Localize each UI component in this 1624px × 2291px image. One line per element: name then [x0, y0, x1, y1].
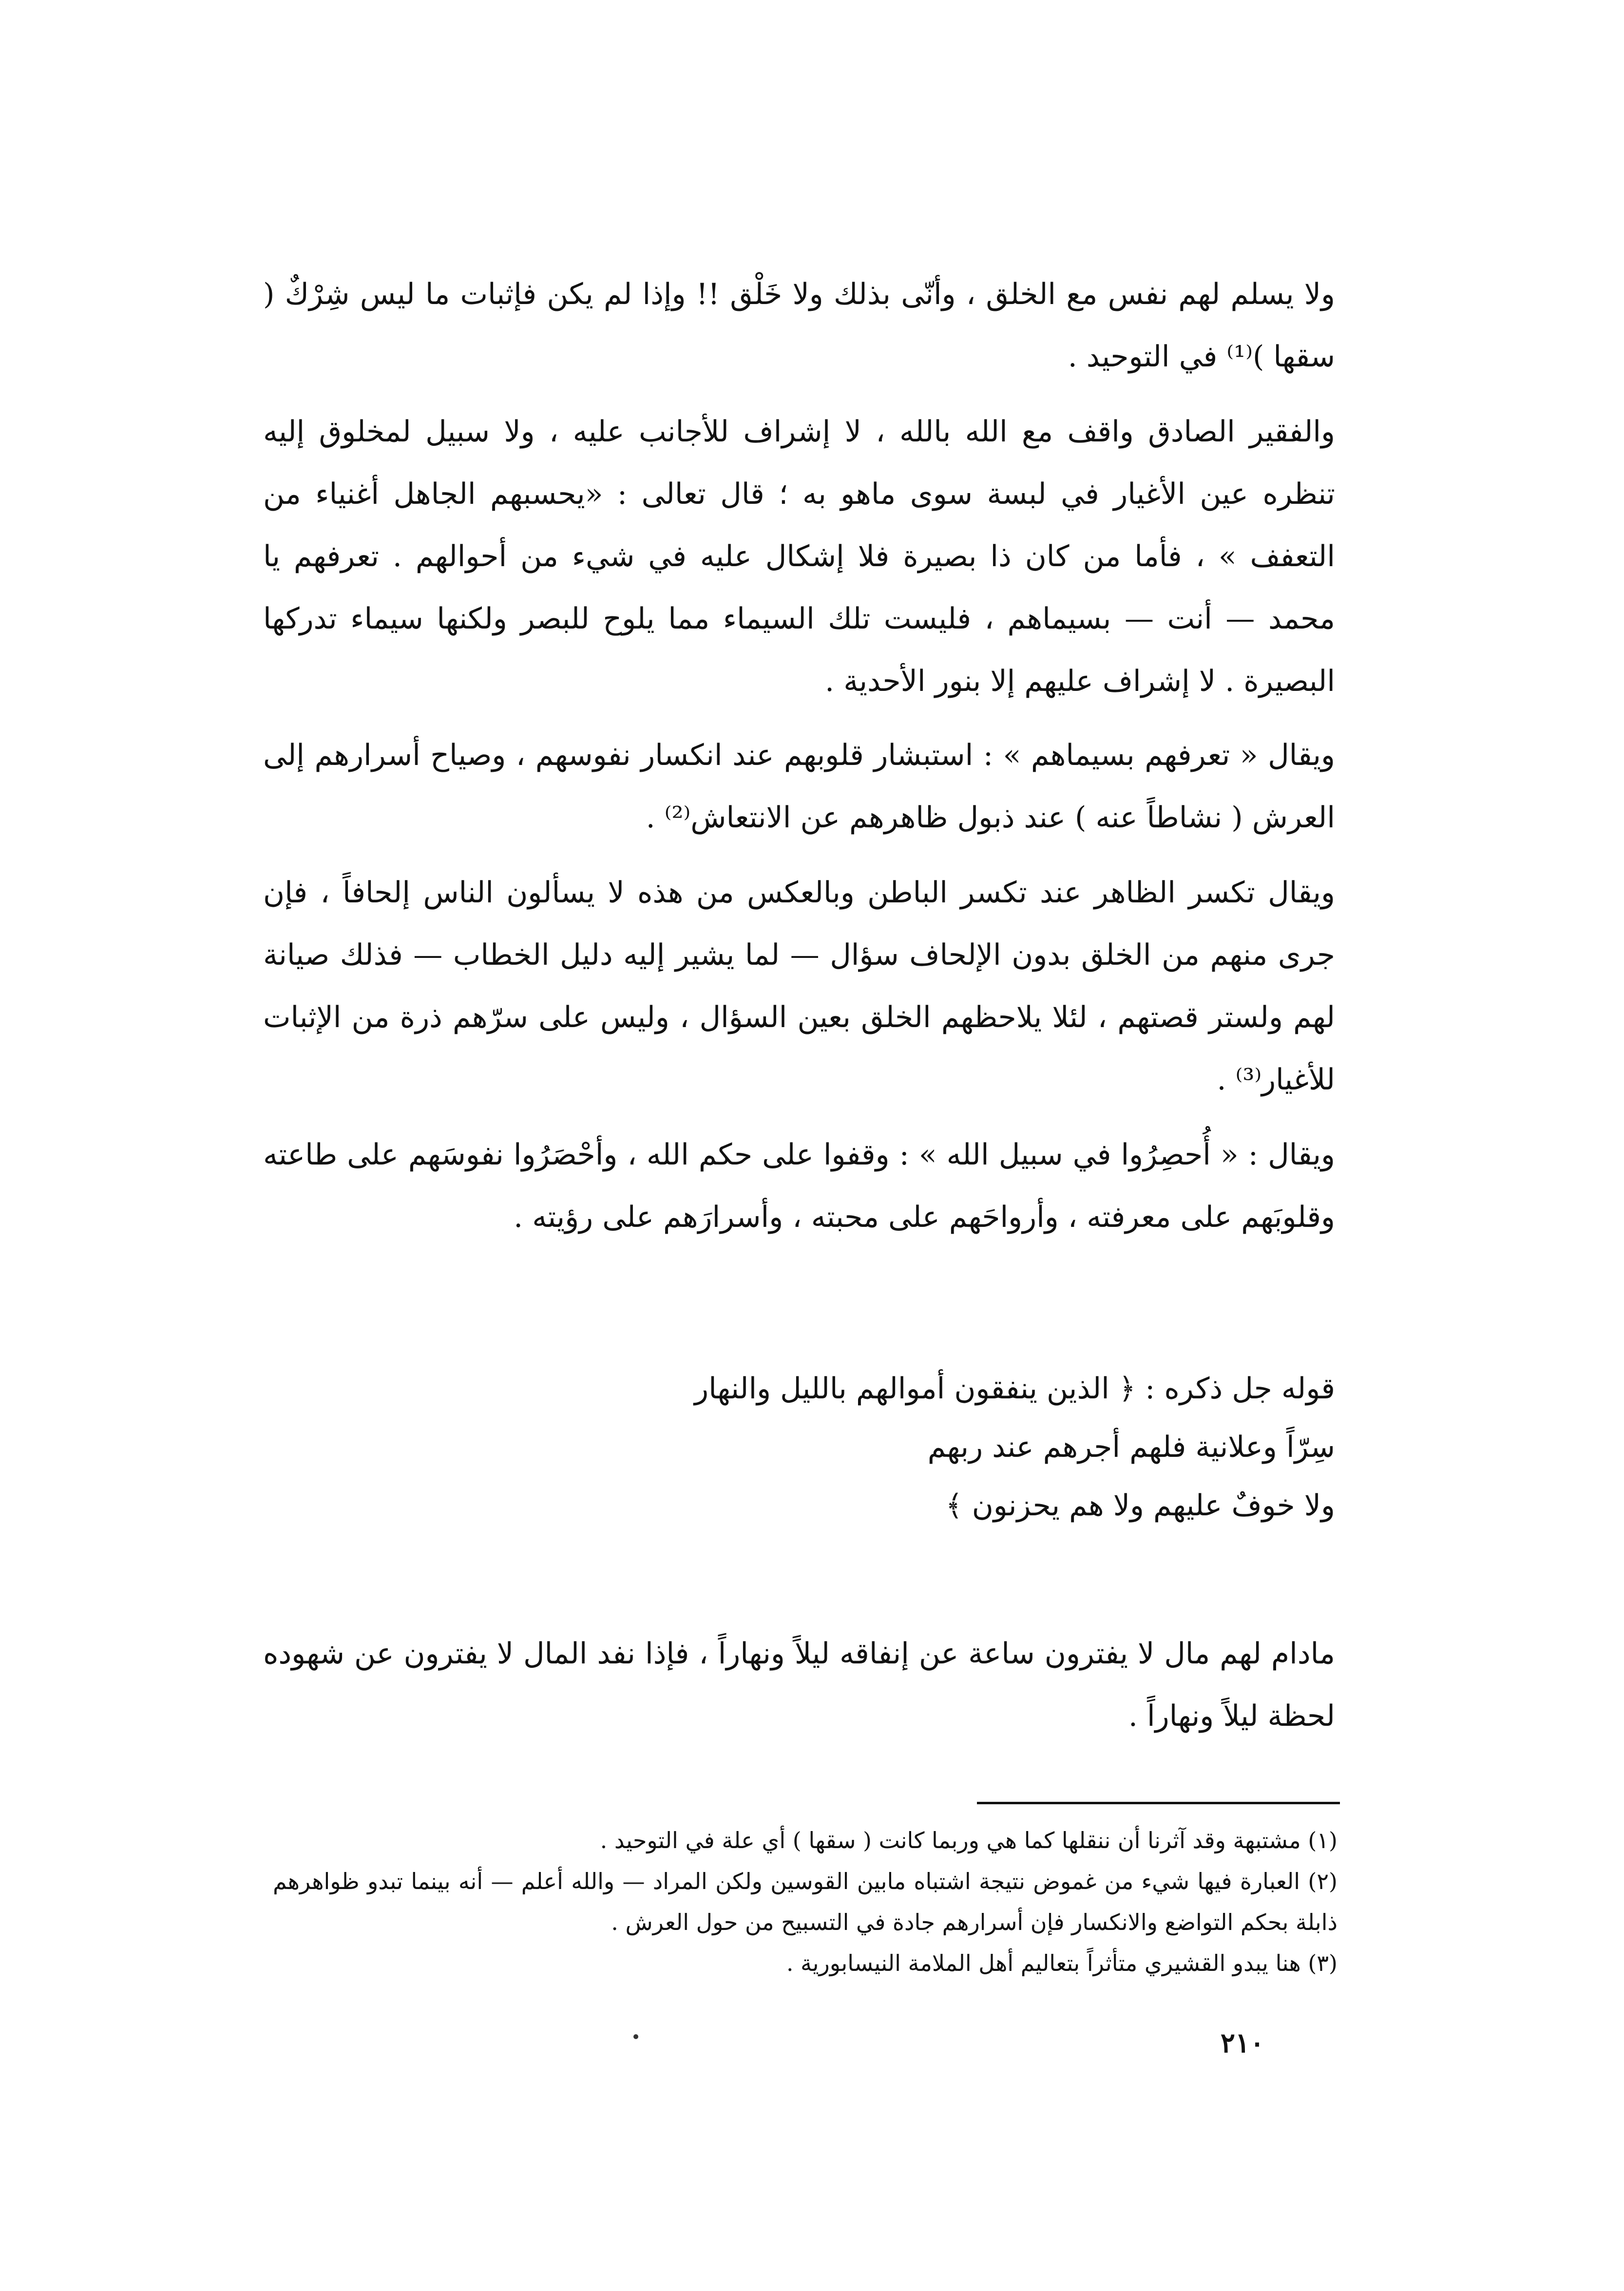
quran-verse	[536, 1359, 1335, 1535]
paragraph-3: ويقال « تعرفهم بسيماهم » : استبشار قلوبهم عند انكسار نفوسهم ، وصياح أسرارهم إلى العرش ( نشاطاً عنه ) عند ذبول ظاهرهم عن الانتعاش⁽²⁾ .	[263, 738, 1335, 835]
paragraph-1: ولا يسلم لهم نفس مع الخلق ، وأنّى بذلك ولا خَلْق !! وإذا لم يكن فإثبات ما ليس شِرْكٌ ( سقها )⁽¹⁾ في التوحيد .	[263, 277, 1335, 374]
stray-ink-dot	[633, 2034, 638, 2039]
verse-line-1: قوله جل ذكره : ﴿ الذين ينفقون أموالهم بالليل والنهار	[694, 1372, 1335, 1406]
page-number: ٢١٠	[1220, 2027, 1265, 2059]
footnote-1: (١) مشتبهة وقد آثرنا أن ننقلها كما هي وربما كانت ( سقها ) أي علة في التوحيد .	[600, 1827, 1337, 1853]
verse-line-2: سِرّاً وعلانية فلهم أجرهم عند ربهم	[927, 1430, 1335, 1464]
footnote-2: (٢) العبارة فيها شيء من غموض نتيجة اشتباه مابين القوسين ولكن المراد — والله أعلم — أنه بينما تبدو ظواهرهم ذابلة بحكم التواضع والانكسار فإن أسرارهم جادة في التسبيح من حول العرش .	[273, 1868, 1337, 1935]
footnotes	[273, 1820, 1337, 1984]
paragraph-6: مادام لهم مال لا يفترون ساعة عن إنفاقه ليلاً ونهاراً ، فإذا نفد المال لا يفترون عن شهوده لحظة ليلاً ونهاراً .	[263, 1637, 1335, 1733]
verse-line-3: ولا خوفٌ عليهم ولا هم يحزنون ﴾	[945, 1489, 1335, 1523]
paragraph-4: ويقال تكسر الظاهر عند تكسر الباطن وبالعكس من هذه لا يسألون الناس إلحافاً ، فإن جرى منهم من الخلق بدون الإلحاف سؤال — لما يشير إليه دليل الخطاب — فذلك صيانة لهم ولستر قصتهم ، لئلا يلاحظهم الخلق بعين السؤال ، وليس على سرّهم ذرة من الإثبات للأغيار⁽³⁾ .	[263, 876, 1335, 1097]
main-text-top	[263, 263, 1335, 1248]
paragraph-2: والفقير الصادق واقف مع الله بالله ، لا إشراف للأجانب عليه ، ولا سبيل لمخلوق إليه تنظره عين الأغيار في لبسة سوى ماهو به ؛ قال تعالى : «يحسبهم الجاهل أغنياء من التعفف » ، فأما من كان ذا بصيرة فلا إشكال عليه في شيء من أحوالهم . تعرفهم يا محمد — أنت — بسيماهم ، فليست تلك السيماء مما يلوح للبصر ولكنها سيماء تدركها البصيرة . لا إشراف عليهم إلا بنور الأحدية .	[263, 415, 1336, 698]
footnote-divider	[977, 1802, 1340, 1804]
footnote-3: (٣) هنا يبدو القشيري متأثراً بتعاليم أهل الملامة النيسابورية .	[786, 1950, 1337, 1976]
main-text-bottom	[263, 1623, 1335, 1747]
paragraph-5: ويقال : « أُحصِرُوا في سبيل الله » : وقفوا على حكم الله ، وأحْصَرُوا نفوسَهم على طاعته وقلوبَهم على معرفته ، وأرواحَهم على محبته ، وأسرارَهم على رؤيته .	[263, 1138, 1335, 1234]
